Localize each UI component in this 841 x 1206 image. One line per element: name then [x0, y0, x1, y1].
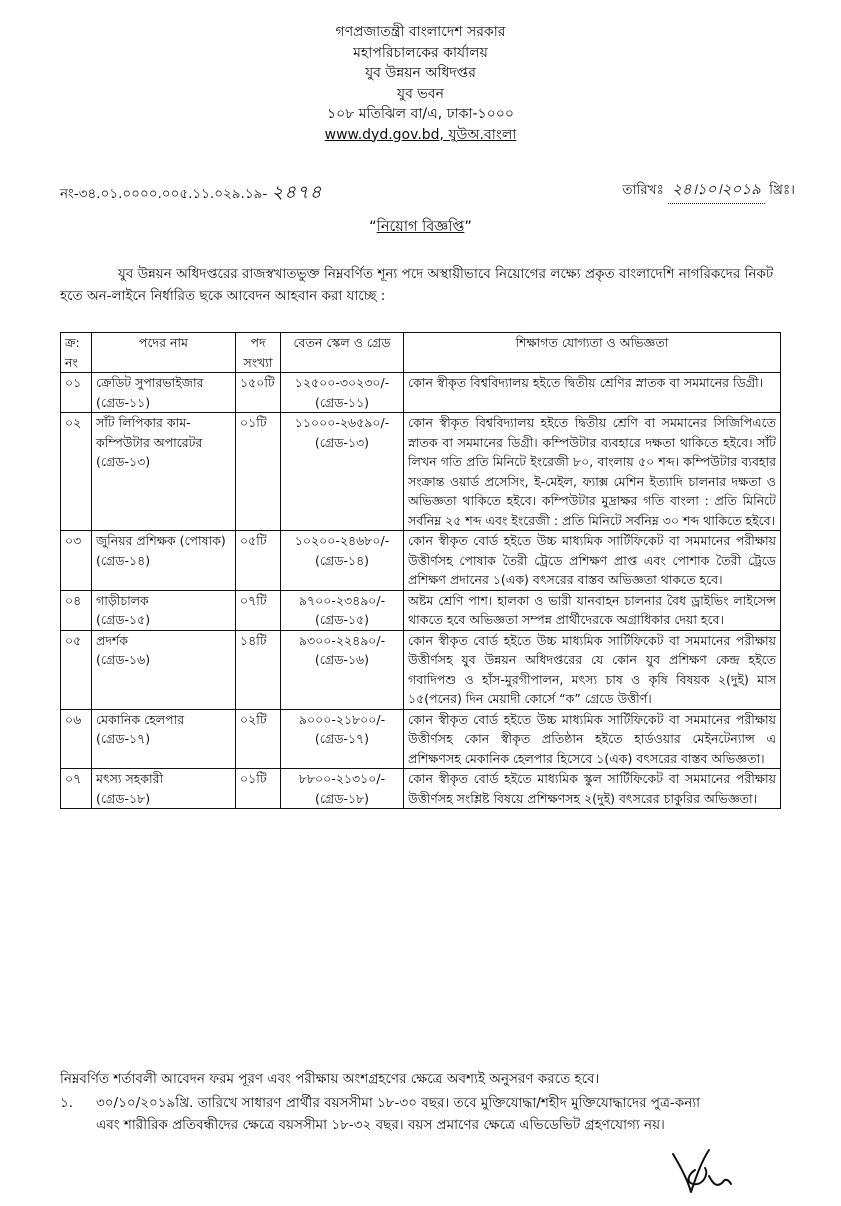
post-title: জুনিয়র প্রশিক্ষক (পোষাক) [96, 533, 226, 548]
row-post-name [92, 413, 236, 531]
memo-prefix: নং-৩৪.০১.০০০০.০০৫.১১.০২৯.১৯- [60, 186, 268, 202]
table-header-row [61, 333, 781, 373]
memo-reference [60, 178, 322, 209]
row-serial: ০১ [61, 373, 92, 413]
post-grade: (গ্রেড-১৩) [96, 454, 151, 469]
date-value: ২৪।১০।২০১৯ [668, 178, 765, 204]
scale-value: ১১০০০-২৬৫৯০/- [294, 415, 390, 430]
row-post-name [92, 769, 236, 809]
row-qualification: কোন স্বীকৃত বিশ্ববিদ্যালয় হইতে দ্বিতীয় শ্রেণির স্নাতক বা সমমানের ডিগ্রী। [404, 373, 781, 413]
date-suffix: খ্রিঃ। [769, 182, 795, 198]
condition-text-1: ৩০/১০/২০১৯খ্রি. তারিখে সাধারণ প্রার্থীর বয়সসীমা ১৮-৩০ বছর। তবে মুক্তিযোদ্ধা/শহীদ মুক্তিযোদ্ধাদের পুত্র-কন্যা [96, 1095, 701, 1111]
post-grade: (গ্রেড-১৭) [96, 731, 151, 746]
post-title: গাড়ীচালক [96, 592, 149, 608]
post-grade: (গ্রেড-১৬) [96, 652, 151, 667]
row-qualification: কোন স্বীকৃত বিশ্ববিদ্যালয় হইতে দ্বিতীয় শ্রেণি বা সমমানের সিজিপিএতে স্নাতক বা সমমানের ডিগ্রী। কম্পিউটার ব্যবহারে দক্ষতা থাকিতে হইবে। সাঁট লিখন গতি প্রতি মিনিটে ইংরেজী ৮০, বাংলায় ৫০ শব্দ। কম্পিউটার ব্যবহার সংক্রান্ত ওয়ার্ড প্রসেসিং, ই-মেইল, ফ্যাক্স মেশিন ইত্যাদি চালনার দক্ষতা ও অভিজ্ঞতা থাকিতে হইবে। কম্পিউটার মুদ্রাক্ষর গতি বাংলা : প্রতি মিনিটে সর্বনিম্ন ২৫ শব্দ এবং ইংরেজী : প্রতি মিনিটে সর্বনিম্ন ৩০ শব্দ থাকিতে হইবে। [404, 413, 781, 531]
row-post-count: ১৪টি [236, 630, 281, 709]
scale-value: ৯৭০০-২৩৪৯০/- [298, 592, 386, 608]
table-row [61, 590, 781, 630]
row-pay-scale [281, 531, 404, 591]
letterhead [0, 22, 841, 145]
post-grade: (গ্রেড-১১) [96, 394, 151, 410]
row-post-name [92, 590, 236, 630]
row-post-name [92, 630, 236, 709]
row-qualification: কোন স্বীকৃত বোর্ড হইতে উচ্চ মাধ্যমিক সার্টিফিকেট বা সমমানের পরীক্ষায় উত্তীর্ণসহ যুব উন্নয়ন অধিদপ্তরের যে কোন যুব প্রশিক্ষণ কেন্দ্র হইতে গবাদিপশু ও হাঁস-মুরগীপালন, মৎস্য চাষ ও কৃষি বিষয়ক ২(দুই) মাস ১৫(পনের) দিন মেয়াদী কোর্সে “ক” গ্রেডে উত্তীর্ণ। [404, 630, 781, 709]
table-row [61, 769, 781, 809]
scale-grade: (গ্রেড-১৭) [314, 731, 370, 746]
scale-value: ৯৩০০-২২৪৯০/- [298, 632, 386, 648]
row-qualification: কোন স্বীকৃত বোর্ড হইতে উচ্চ মাধ্যমিক সার্টিফিকেট বা সমমানের পরীক্ষায় উত্তীর্ণসহ কোন স্বীকৃত প্রতিষ্ঠান হইতে হার্ডওয়ার মেইনটেন্যান্স এ প্রশিক্ষণসহ মেকানিক হেলপার হিসেবে ১(এক) বৎসরের বাস্তব অভিজ্ঞতা। [404, 709, 781, 769]
row-qualification: কোন স্বীকৃত বোর্ড হইতে মাধ্যমিক স্কুল সার্টিফিকেট বা সমমানের পরীক্ষায় উত্তীর্ণসহ সংশ্লিষ্ট বিষয়ে প্রশিক্ষণসহ ২(দুই) বৎসরের চাকুরির অভিজ্ঞতা। [404, 769, 781, 809]
department-name: যুব উন্নয়ন অধিদপ্তর [365, 65, 476, 81]
table-row [61, 373, 781, 413]
row-post-name [92, 709, 236, 769]
row-serial: ০৩ [61, 531, 92, 591]
post-grade: (গ্রেড-১৮) [96, 790, 151, 806]
address: ১০৮ মতিঝিল বা/এ, ঢাকা-১০০০ [327, 106, 514, 122]
scale-value: ৯০০০-২১৮০০/- [298, 711, 386, 727]
scale-grade: (গ্রেড-১১) [314, 394, 370, 410]
memo-number: ২৪৭৪ [271, 182, 323, 202]
vacancy-table [60, 332, 781, 809]
scale-value: ৮৮০০-২১৩১০/- [298, 771, 386, 786]
post-title: ক্রেডিট সুপারভাইজার [96, 375, 204, 390]
post-grade: (গ্রেড-১৪) [96, 552, 151, 568]
notice-title: “নিয়োগ বিজ্ঞপ্তি” [369, 219, 472, 235]
row-serial: ০৪ [61, 590, 92, 630]
row-pay-scale [281, 709, 404, 769]
row-post-count: ০৫টি [236, 531, 281, 591]
scale-grade: (গ্রেড-১৬) [314, 652, 370, 667]
row-post-count: ০১টি [236, 769, 281, 809]
memo-date [622, 178, 795, 204]
row-pay-scale [281, 413, 404, 531]
row-qualification: কোন স্বীকৃত বোর্ড হইতে উচ্চ মাধ্যমিক সার্টিফিকেট বা সমমানের পরীক্ষায় উত্তীর্ণসহ পোষাক তৈরী ট্রেডে প্রশিক্ষণ প্রাপ্ত এবং পোশাক তৈরী ট্রেডে প্রশিক্ষণ প্রদানের ১(এক) বৎসরের বাস্তব অভিজ্ঞতা থাকতে হবে। [404, 531, 781, 591]
scale-grade: (গ্রেড-১৮) [314, 790, 370, 806]
website-link[interactable]: www.dyd.gov.bd, যুউঅ.বাংলা [324, 126, 517, 143]
scale-grade: (গ্রেড-১৩) [314, 434, 370, 450]
row-serial: ০৭ [61, 769, 92, 809]
header-qualification: শিক্ষাগত যোগ্যতা ও অভিজ্ঞতা [404, 333, 781, 373]
row-post-count: ০১টি [236, 413, 281, 531]
row-pay-scale [281, 769, 404, 809]
post-grade: (গ্রেড-১৫) [96, 612, 151, 627]
condition-number: ১. [60, 1095, 74, 1111]
row-qualification: অষ্টম শ্রেণি পাশ। হালকা ও ভারী যানবাহন চালনার বৈধ ড্রাইভিং লাইসেন্স থাকতে হবে অভিজ্ঞতা সম্পন্ন প্রার্থীদেরকে অগ্রাধিকার দেয়া হবে। [404, 590, 781, 630]
date-label: তারিখঃ [622, 182, 664, 198]
govt-name: গণপ্রজাতন্ত্রী বাংলাদেশ সরকার [335, 24, 506, 40]
scale-grade: (গ্রেড-১৫) [314, 612, 370, 627]
row-serial: ০৬ [61, 709, 92, 769]
notice-title-text: নিয়োগ বিজ্ঞপ্তি [376, 219, 465, 235]
header-post-name: পদের নাম [92, 333, 236, 373]
table-row [61, 413, 781, 531]
intro-paragraph: যুব উন্নয়ন অধিদপ্তরের রাজস্বখাতভুক্ত নিম্নবর্ণিত শূন্য পদে অস্থায়ীভাবে নিয়োগের লক্ষ্যে প্রকৃত বাংলাদেশি নাগরিকদের নিকট হতে অন-লাইনে নির্ধারিত ছকে আবেদন আহবান করা যাচ্ছে : [60, 266, 774, 304]
condition-text-2: এবং শারীরিক প্রতিবন্ধীদের ক্ষেত্রে বয়সসীমা ১৮-৩২ বছর। বয়স প্রমাণের ক্ষেত্রে এভিডেভিট গ্রহণযোগ্য নয়। [96, 1117, 665, 1133]
table-row [61, 630, 781, 709]
row-pay-scale [281, 590, 404, 630]
table-row [61, 709, 781, 769]
scale-grade: (গ্রেড-১৪) [314, 552, 370, 568]
row-pay-scale [281, 373, 404, 413]
post-title: মৎস্য সহকারী [96, 771, 164, 786]
row-post-count: ০৭টি [236, 590, 281, 630]
header-post-count: পদ সংখ্যা [236, 333, 281, 373]
row-post-count: ১৫০টি [236, 373, 281, 413]
row-pay-scale [281, 630, 404, 709]
row-post-name [92, 373, 236, 413]
conditions-intro: নিম্নবর্ণিত শর্তাবলী আবেদন ফরম পূরণ এবং পরীক্ষায় অংশগ্রহণের ক্ষেত্রে অবশ্যই অনুসরণ করতে হবে। [60, 1071, 600, 1087]
signature-icon [665, 1140, 735, 1200]
scale-value: ১২৫০০-৩০২৩০/- [294, 375, 390, 390]
post-title: সাঁট লিপিকার কাম-কম্পিউটার অপারেটর [96, 415, 203, 450]
header-serial: ক্র: নং [61, 333, 92, 373]
condition-item [60, 1092, 805, 1136]
row-serial: ০৫ [61, 630, 92, 709]
post-title: মেকানিক হেলপার [96, 711, 185, 727]
post-title: প্রদর্শক [96, 632, 129, 648]
building-name: যুব ভবন [397, 85, 444, 102]
table-row [61, 531, 781, 591]
header-pay-scale: বেতন স্কেল ও গ্রেড [281, 333, 404, 373]
row-post-name [92, 531, 236, 591]
scale-value: ১০২০০-২৪৬৮০/- [294, 533, 390, 548]
row-serial: ০২ [61, 413, 92, 531]
office-name: মহাপরিচালকের কার্যালয় [353, 44, 488, 61]
row-post-count: ০২টি [236, 709, 281, 769]
